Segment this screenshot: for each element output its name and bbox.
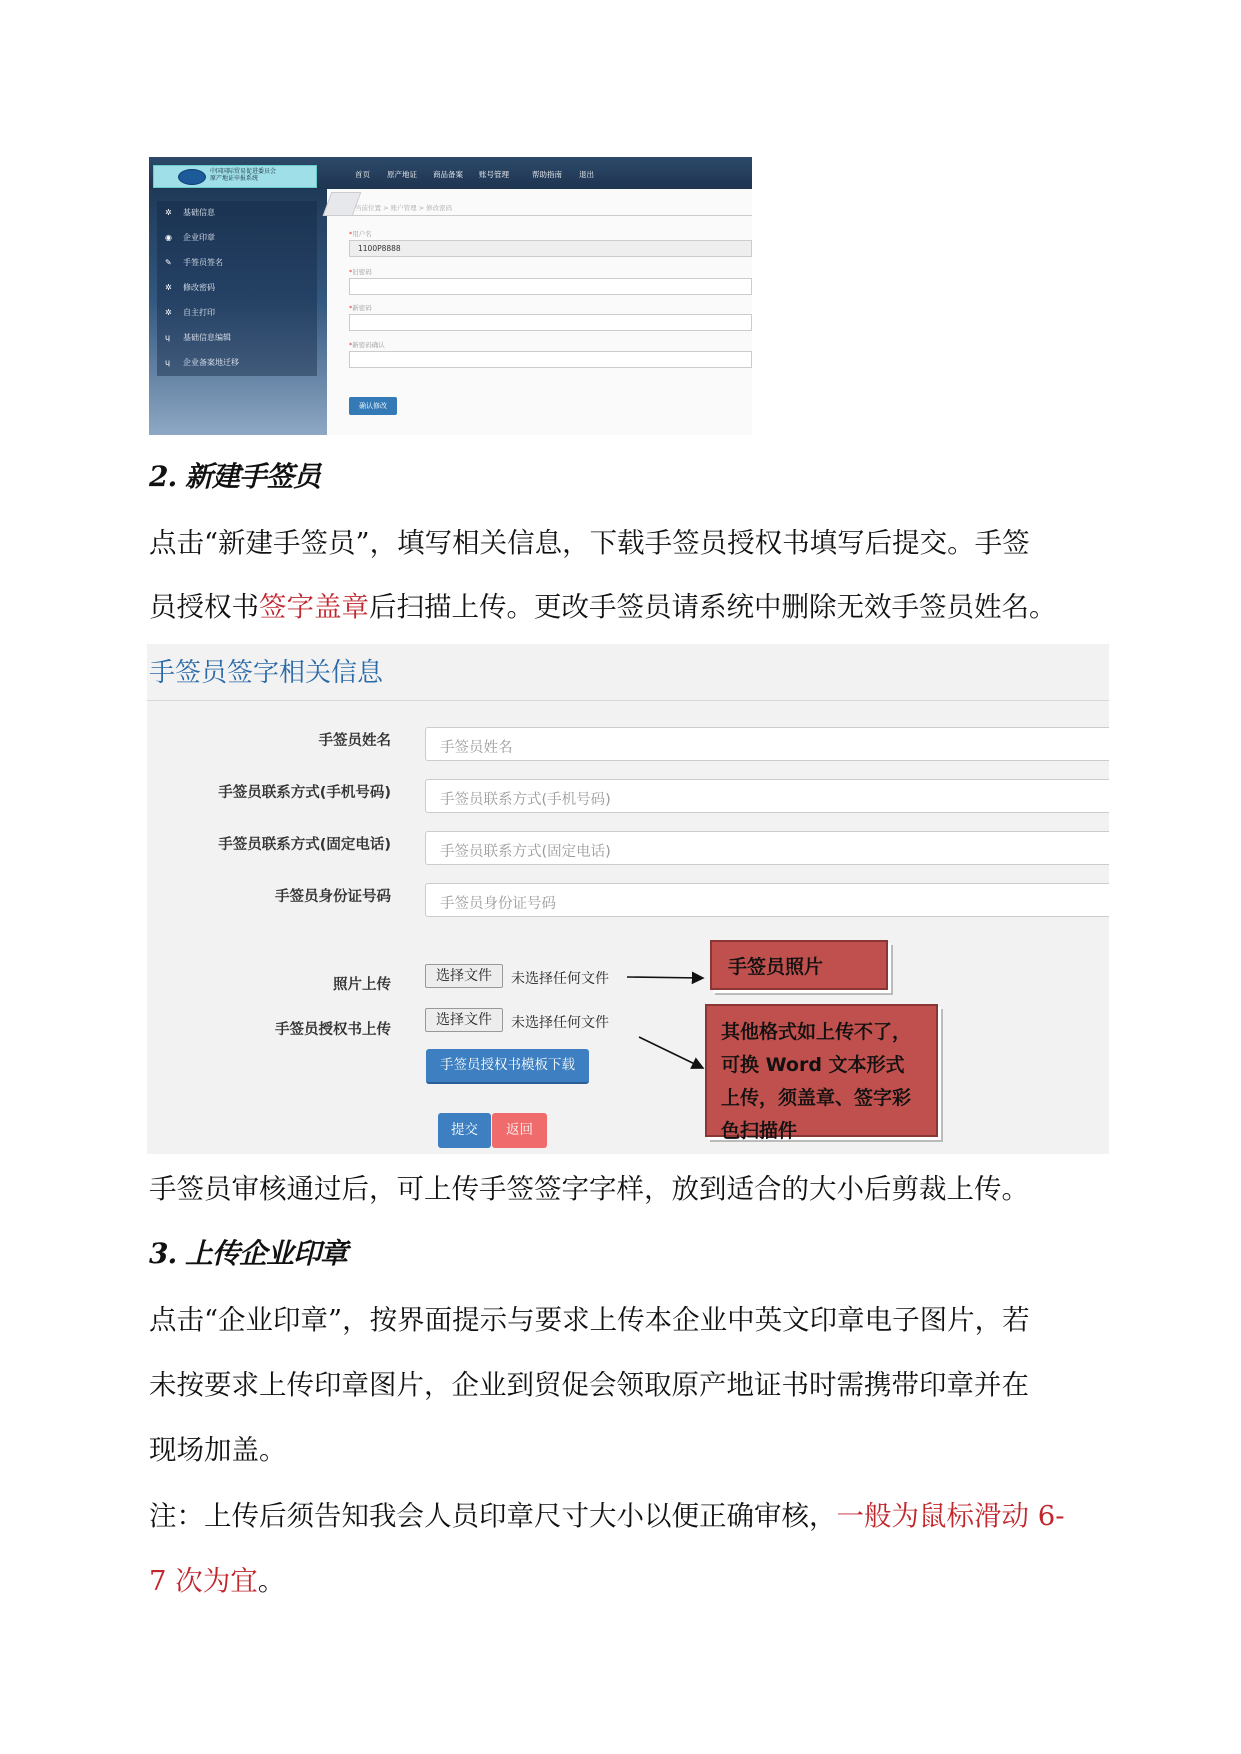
old-password-field[interactable] xyxy=(349,278,752,295)
signer-phone-label: 手签员联系方式(固定电话) xyxy=(218,837,391,853)
signer-name-label: 手签员姓名 xyxy=(318,733,391,749)
gear-icon: ✲ xyxy=(165,308,172,317)
section2-para-line2: 员授权书签字盖章后扫描上传。更改手签员请系统中删除无效手签员姓名。 xyxy=(149,591,1057,623)
template-download-button[interactable]: 手签员授权书模板下载 xyxy=(426,1049,589,1084)
arrow-to-format-callout xyxy=(639,1037,703,1068)
back-button[interactable]: 返回 xyxy=(492,1113,547,1148)
form-title: 手签员签字相关信息 xyxy=(149,658,384,688)
sidebar-item-edit-info[interactable]: ɥ 基础信息编辑 xyxy=(165,333,231,342)
nav-home[interactable]: 首页 xyxy=(355,170,370,179)
format-callout: 其他格式如上传不了，可换 Word 文本形式上传，须盖章、签字彩色扫描件 xyxy=(705,1004,938,1137)
gear-icon: ✲ xyxy=(165,208,172,217)
username-field[interactable]: 1100P8888 xyxy=(349,240,752,257)
main-content xyxy=(327,189,752,435)
nav-logout[interactable]: 退出 xyxy=(579,170,594,179)
top-navbar xyxy=(149,157,752,189)
confirm-password-label: *新密码确认 xyxy=(349,341,385,349)
logo-line1: 中国国际贸易促进委员会 xyxy=(210,168,277,175)
pen-icon: ✎ xyxy=(165,258,172,267)
section3-note-line1: 注：上传后须告知我会人员印章尺寸大小以便正确审核，一般为鼠标滑动 6- xyxy=(149,1500,1065,1532)
old-password-label: *旧密码 xyxy=(349,268,372,276)
nav-help[interactable]: 帮助指南 xyxy=(532,170,562,179)
new-password-field[interactable] xyxy=(349,314,752,331)
after-form-para: 手签员审核通过后，可上传手签签字字样，放到适合的大小后剪裁上传。 xyxy=(149,1173,1029,1205)
photo-upload-label: 照片上传 xyxy=(333,977,391,993)
auth-file-status: 未选择任何文件 xyxy=(511,1015,609,1031)
edit-icon: ɥ xyxy=(165,358,171,367)
annotation-arrows xyxy=(147,644,1109,1154)
logo-line2: 原产地证申报系统 xyxy=(210,175,259,182)
signer-id-label: 手签员身份证号码 xyxy=(275,889,391,905)
auth-choose-file-button[interactable]: 选择文件 xyxy=(425,1008,503,1032)
sidebar-item-change-password[interactable]: ✲ 修改密码 xyxy=(165,283,215,292)
photo-callout: 手签员照片 xyxy=(710,940,888,990)
sidebar-item-self-print[interactable]: ✲ 自主打印 xyxy=(165,308,215,317)
sidebar-item-signer[interactable]: ✎ 手签员签名 xyxy=(165,258,223,267)
username-label: *用户名 xyxy=(349,230,372,238)
system-logo[interactable] xyxy=(153,165,317,188)
signer-name-input[interactable]: 手签员姓名 xyxy=(425,727,1109,761)
gear-icon: ✲ xyxy=(165,283,172,292)
emblem-icon xyxy=(178,169,206,185)
section3-heading: 3. 上传企业印章 xyxy=(149,1237,347,1270)
photo-choose-file-button[interactable]: 选择文件 xyxy=(425,964,503,988)
section3-para-line1: 点击“企业印章”，按界面提示与要求上传本企业中英文印章电子图片，若 xyxy=(149,1304,1030,1336)
signer-mobile-label: 手签员联系方式(手机号码) xyxy=(218,785,391,801)
nav-account[interactable]: 账号管理 xyxy=(479,170,509,179)
auth-upload-label: 手签员授权书上传 xyxy=(275,1022,391,1038)
submit-button[interactable]: 提交 xyxy=(438,1113,491,1148)
nav-goods-record[interactable]: 商品备案 xyxy=(433,170,463,179)
section3-note-line2: 7 次为宜。 xyxy=(149,1565,286,1597)
nav-origin-cert[interactable]: 原产地证 xyxy=(387,170,417,179)
edit-icon: ɥ xyxy=(165,333,171,342)
section2-para-line1: 点击“新建手签员”，填写相关信息，下载手签员授权书填写后提交。手签 xyxy=(149,527,1030,559)
section2-heading: 2. 新建手签员 xyxy=(149,460,320,493)
signer-mobile-input[interactable]: 手签员联系方式(手机号码) xyxy=(425,779,1109,813)
section3-para-line2: 未按要求上传印章图片，企业到贸促会领取原产地证书时需携带印章并在 xyxy=(149,1369,1029,1401)
confirm-password-field[interactable] xyxy=(349,351,752,368)
sidebar xyxy=(149,189,327,435)
photo-file-status: 未选择任何文件 xyxy=(511,971,609,987)
seal-icon: ◉ xyxy=(165,233,172,242)
sidebar-item-relocate[interactable]: ɥ 企业备案地迁移 xyxy=(165,358,239,367)
arrow-to-photo-callout xyxy=(627,977,703,978)
confirm-change-button[interactable]: 确认修改 xyxy=(349,397,397,415)
new-password-label: *新密码 xyxy=(349,304,372,312)
signer-form-screenshot xyxy=(147,644,1109,1154)
sidebar-item-company-seal[interactable]: ◉ 企业印章 xyxy=(165,233,215,242)
signer-id-input[interactable]: 手签员身份证号码 xyxy=(425,883,1109,917)
breadcrumb: 当前位置 > 账户管理 > 修改密码 xyxy=(355,204,453,212)
section3-para-line3: 现场加盖。 xyxy=(149,1434,287,1466)
sidebar-item-basic-info[interactable]: ✲ 基础信息 xyxy=(165,208,215,217)
signer-phone-input[interactable]: 手签员联系方式(固定电话) xyxy=(425,831,1109,865)
password-change-screenshot xyxy=(149,157,752,435)
